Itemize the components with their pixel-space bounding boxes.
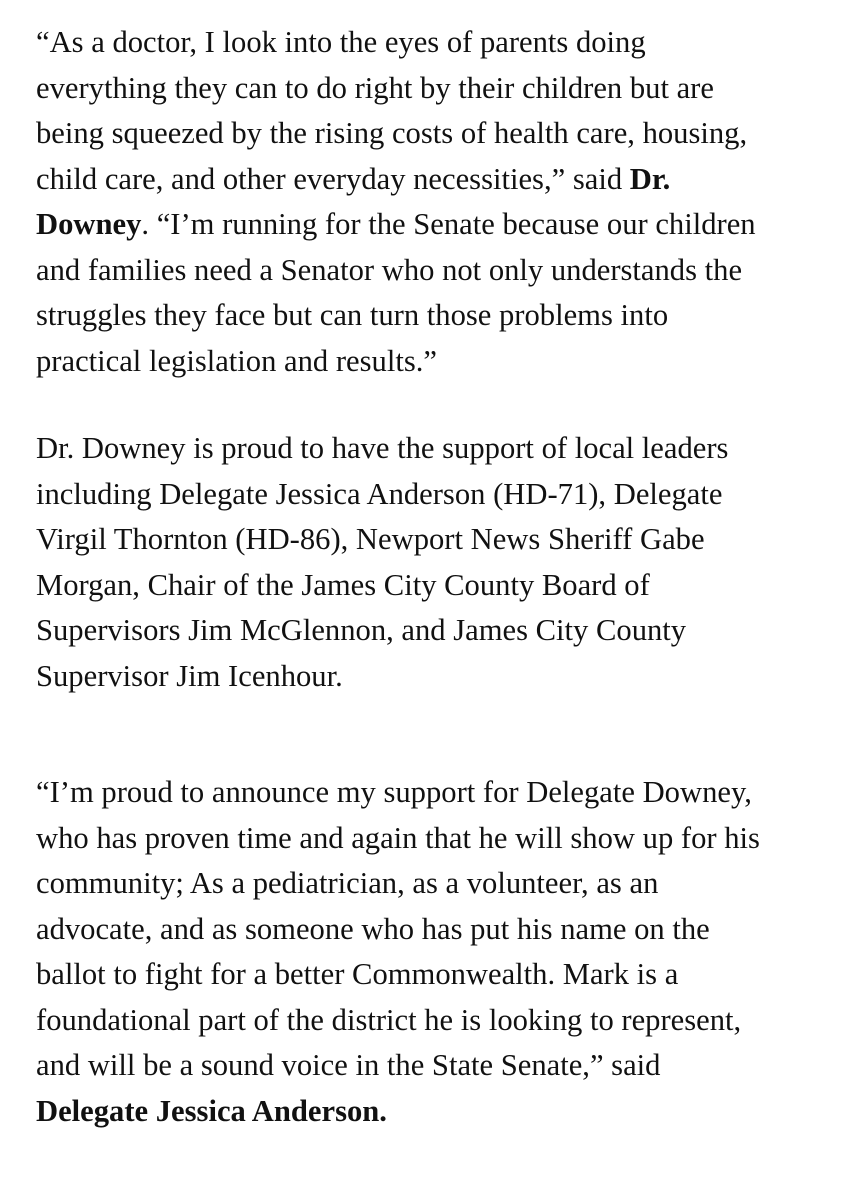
text-line: foundational part of the district he is looking to represent, [36, 1002, 742, 1037]
text-line: being squeezed by the rising costs of health care, housing, [36, 116, 748, 150]
speaker-name-bold: Downey [36, 207, 142, 241]
text-line: everything they can to do right by their children but are [36, 70, 714, 105]
text-line: including Delegate Jessica Anderson (HD-71), Delegate [36, 476, 723, 511]
text-line: community; As a pediatrician, as a volunteer, as an [36, 866, 659, 900]
text-fragment: child care, and other everyday necessities,” said [36, 161, 630, 196]
text-line: ballot to fight for a better Commonwealth. Mark is a [36, 957, 679, 991]
press-release-body [36, 20, 836, 1134]
text-line: practical legislation and results.” [36, 343, 437, 378]
text-line: Dr. Downey is proud to have the support of local leaders [36, 431, 729, 465]
text-line: and will be a sound voice in the State Senate,” said [36, 1048, 661, 1082]
text-line: Supervisors Jim McGlennon, and James City County [36, 613, 687, 647]
text-line [36, 1089, 836, 1135]
text-line: who has proven time and again that he will show up for his [36, 820, 760, 855]
paragraph-anderson-quote [36, 770, 836, 1134]
text-line: and families need a Senator who not only understands the [36, 252, 743, 287]
text-fragment: . “I’m running for the Senate because our children [141, 207, 756, 241]
paragraph-downey-quote [36, 20, 836, 384]
speaker-name-bold: Delegate Jessica Anderson. [36, 1093, 387, 1128]
text-line: advocate, and as someone who has put his name on the [36, 911, 710, 946]
text-line: Virgil Thornton (HD-86), Newport News Sheriff Gabe [36, 522, 705, 556]
text-line [36, 157, 836, 203]
text-line: “I’m proud to announce my support for Delegate Downey, [36, 775, 752, 809]
speaker-name-bold: Dr. [629, 161, 671, 196]
text-line: Supervisor Jim Icenhour. [36, 658, 343, 693]
text-line: struggles they face but can turn those problems into [36, 298, 669, 332]
text-line [36, 202, 836, 248]
text-line: Morgan, Chair of the James City County Board of [36, 567, 650, 602]
paragraph-endorsements [36, 426, 836, 699]
text-line: “As a doctor, I look into the eyes of parents doing [36, 25, 646, 59]
